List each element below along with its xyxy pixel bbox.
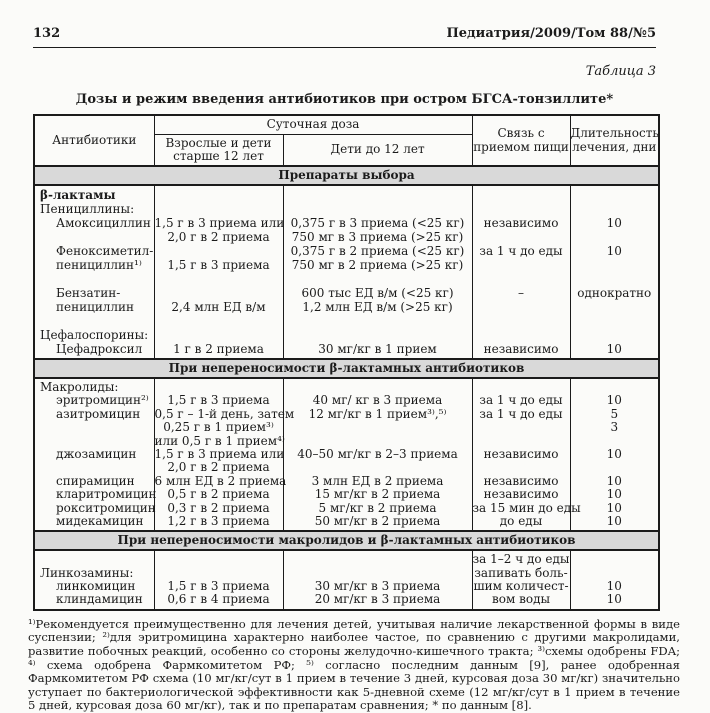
table-line-text: 3	[610, 420, 619, 435]
table-line-text: 40 мг/ кг в 3 приема	[312, 393, 443, 408]
column-header-antibiotics: Антибиотики	[34, 115, 154, 166]
table-line-text: 1 г в 2 приема	[173, 342, 264, 356]
table-header-row-1	[34, 115, 659, 135]
footnotes: ¹⁾Рекомендуется преимущественно для лечения детей, учитывая наличие лекарственной формы в виде суспензии; ²⁾для эритромицина характерно наиболее частое, по сравнению с другими макролидами, развитие побочных реакций, особенно со стороны желудочно-кишечного тракта; ³⁾схемы одобрены FDA; ⁴⁾ схема одобрена Фармкомитетом РФ; ⁵⁾ согласно последним данным [9], ранее одобренная Фармкомитетом РФ схема (10 мг/кг/сут в 1 прием в течение 3 дней, курсовая доза 30 мг/кг) значительно уступает по бактериологической эффективности как 5-дневной схеме (12 мг/кг/сут в 1 прием в течение 5 дней, курсовая доза 60 мг/кг), так и по препаратам сравнения; * по данным [8].	[28, 616, 680, 713]
table-line-text: 10	[606, 446, 622, 461]
table-line-text: запивать боль-	[474, 565, 568, 580]
table-line-text: 10	[606, 216, 622, 230]
table-line-text: за 15 мин до еды	[472, 500, 581, 515]
table-line-text	[571, 230, 659, 244]
running-head	[33, 26, 656, 48]
table-line-text: Бензатин-	[56, 286, 121, 300]
table-line-text: за 1 ч до еды	[479, 406, 563, 421]
table-line-text: 0,3 г в 2 приема	[167, 500, 270, 515]
table-line-text: эритромицин²⁾	[56, 393, 149, 408]
antibiotics-table	[33, 114, 660, 611]
table-line-text: джозамицин	[56, 446, 137, 461]
table-line-text: за 1 ч до еды	[479, 393, 563, 408]
table-line-text	[473, 381, 570, 394]
column-antibiotics	[34, 185, 154, 359]
table-line-text	[571, 461, 659, 474]
table-line-text	[155, 272, 283, 286]
table-line-text: 10	[606, 513, 622, 528]
section-header-row	[34, 531, 659, 550]
table-line-text	[284, 461, 472, 474]
table-line-text	[571, 435, 659, 448]
table-line-text: 750 мг в 2 приема (>25 кг)	[291, 258, 464, 272]
table-line-text: 0,6 г в 4 приема	[167, 592, 270, 607]
column-duration	[570, 378, 659, 531]
table-line-text	[35, 272, 154, 286]
table-line-text: пенициллин¹⁾	[56, 258, 142, 272]
table-line-text	[155, 188, 283, 202]
table-line-text: 600 тыс ЕД в/м (<25 кг)	[301, 286, 454, 300]
table-line-text: 10	[606, 473, 622, 488]
table-line-text: Амоксициллин	[56, 216, 151, 230]
table-line-text	[284, 272, 472, 286]
table-line-text	[155, 314, 283, 328]
column-dose-adults	[154, 550, 283, 610]
column-duration	[570, 550, 659, 610]
table-line-text: β-лактамы	[40, 188, 116, 202]
table-line-text: 10	[606, 592, 622, 607]
table-line-text: шим количест-	[473, 579, 569, 594]
table-line-text	[473, 202, 570, 216]
table-line-text	[571, 272, 659, 286]
table-line-text	[473, 188, 570, 202]
table-line-text: 0,5 г в 2 приема	[167, 487, 270, 502]
table-line-text: 0,375 г в 3 приема (<25 кг)	[290, 216, 465, 230]
table-line-text: 0,375 г в 2 приема (<25 кг)	[290, 244, 465, 258]
table-line-text: 1,5 г в 3 приема или	[154, 216, 285, 230]
column-dose-children	[283, 185, 472, 359]
table-line-text: Пенициллины:	[40, 202, 135, 216]
table-line-text	[571, 553, 659, 566]
table-line-text: 750 мг в 3 приема (>25 кг)	[291, 230, 464, 244]
column-dose-children	[283, 378, 472, 531]
section-header-drugs-of-choice: Препараты выбора	[34, 166, 659, 185]
table-line-text	[473, 272, 570, 286]
table-line-text	[35, 314, 154, 328]
table-line-text: 2,4 млн ЕД в/м	[171, 300, 266, 314]
table-line-text: 2,0 г в 2 приема	[167, 230, 270, 244]
table-line-text	[284, 188, 472, 202]
column-header-food: Связь с приемом пищи	[472, 115, 570, 166]
table-line-text	[35, 461, 154, 474]
table-line-text: мидекамицин	[56, 513, 144, 528]
table-line-text	[571, 202, 659, 216]
table-line-text	[35, 421, 154, 434]
table-line-text	[284, 421, 472, 434]
column-dose-adults	[154, 378, 295, 531]
table-line-text: независимо	[483, 473, 559, 488]
column-food-relation	[472, 550, 570, 610]
table-line-text: Цефалоспорины:	[40, 328, 149, 342]
page-number: 132	[33, 26, 61, 41]
table-line-text: 12 мг/кг в 1 прием³⁾,⁵⁾	[308, 406, 447, 421]
table-line-text: 30 мг/кг в 3 приема	[314, 579, 441, 594]
table-line-text: 10	[606, 342, 622, 356]
table-line-text	[284, 567, 472, 580]
table-line-text: спирамицин	[56, 473, 135, 488]
table-line-text	[155, 244, 283, 258]
table-line-text: вом воды	[491, 592, 551, 607]
table-line-text: 1,5 г в 3 приема	[167, 393, 270, 408]
table-line-text: линкомицин	[56, 579, 136, 594]
table-line-text: азитромицин	[56, 406, 141, 421]
table-line-text	[155, 567, 283, 580]
table-line-text: до еды	[499, 513, 543, 528]
column-header-duration: Длительность лечения, дни	[570, 115, 659, 166]
table-line-text: 5	[610, 406, 619, 421]
section-body-macrolides	[34, 378, 659, 531]
table-line-text: 10	[606, 487, 622, 502]
section-body-lincosamides	[34, 550, 659, 610]
table-line-text: независимо	[483, 446, 559, 461]
table-line-text: 1,5 г в 3 приема	[167, 579, 270, 594]
table-line-text: 10	[606, 500, 622, 515]
table-line-text: Линкозамины:	[40, 565, 134, 580]
section-header-row	[34, 359, 659, 378]
table-line-text	[473, 300, 570, 314]
table-caption: Таблица 3	[585, 64, 656, 79]
table-line-text: пенициллин	[56, 300, 135, 314]
column-header-adults: Взрослые и дети старше 12 лет	[154, 135, 283, 167]
table-line-text	[35, 553, 154, 566]
table-line-text: или 0,5 г в 1 прием⁴⁾	[154, 433, 285, 448]
table-line-text: Феноксиметил-	[56, 244, 154, 258]
table-line-text	[155, 553, 283, 566]
table-line-text: независимо	[483, 487, 559, 502]
column-food-relation	[472, 185, 570, 359]
table-line-text	[35, 435, 154, 448]
table-line-text: кларитромицин	[56, 487, 157, 502]
table-line-text	[473, 258, 570, 272]
table-line-text: за 1–2 ч до еды	[472, 552, 570, 567]
table-line-text: независимо	[483, 216, 559, 230]
table-line-text	[284, 328, 472, 342]
table-line-text	[284, 553, 472, 566]
table-line-text: 10	[606, 393, 622, 408]
table-line-text	[571, 381, 659, 394]
table-line-text: 10	[606, 244, 622, 258]
table-line-text	[473, 230, 570, 244]
column-header-daily-dose: Суточная доза	[154, 115, 472, 135]
table-line-text: Макролиды:	[40, 380, 119, 394]
table-line-text: 1,5 г в 3 приема	[167, 258, 270, 272]
section-body-drugs-of-choice	[34, 185, 659, 359]
column-antibiotics	[34, 378, 157, 531]
table-line-text: Цефадроксил	[56, 342, 143, 356]
table-line-text: 6 млн ЕД в 2 приема	[154, 473, 287, 488]
column-header-children: Дети до 12 лет	[283, 135, 472, 167]
table-line-text	[571, 300, 659, 314]
table-line-text: клиндамицин	[56, 592, 143, 607]
table-line-text: 3 млн ЕД в 2 приема	[311, 473, 444, 488]
section-header-macrolide-intolerance: При непереносимости макролидов и β-лактамных антибиотиков	[34, 531, 659, 550]
table-line-text: 15 мг/кг в 2 приема	[314, 487, 441, 502]
section-header-beta-lactam-intolerance: При непереносимости β-лактамных антибиотиков	[34, 359, 659, 378]
table-line-text: 20 мг/кг в 3 приема	[314, 592, 441, 607]
table-line-text	[284, 435, 472, 448]
table-line-text: 2,0 г в 2 приема	[167, 460, 270, 475]
table-line-text	[473, 421, 570, 434]
table-line-text	[473, 314, 570, 328]
table-line-text: независимо	[483, 342, 559, 356]
table-title: Дозы и режим введения антибиотиков при остром БГСА-тонзиллите*	[75, 92, 614, 107]
table-line-text	[571, 328, 659, 342]
table-line-text	[155, 202, 283, 216]
table-line-text	[473, 328, 570, 342]
column-dose-children	[283, 550, 472, 610]
table-line-text	[284, 202, 472, 216]
table-line-text	[284, 381, 472, 394]
table-line-text	[571, 188, 659, 202]
column-duration	[570, 185, 659, 359]
table-line-text	[473, 435, 570, 448]
table-line-text: за 1 ч до еды	[479, 244, 563, 258]
table-line-text: 1,2 г в 3 приема	[167, 513, 270, 528]
table-line-text: 0,5 г – 1-й день, затем	[154, 406, 295, 421]
table-line-text	[155, 286, 283, 300]
column-food-relation	[472, 378, 581, 531]
table-line-text: 0,25 г в 1 прием³⁾	[163, 420, 274, 435]
table-line-text: однократно	[577, 286, 652, 300]
table-line-text: 1,2 млн ЕД в/м (>25 кг)	[302, 300, 453, 314]
table-line-text: 10	[606, 579, 622, 594]
table-line-text: 50 мг/кг в 2 приема	[314, 513, 441, 528]
table-line-text	[473, 461, 570, 474]
table-line-text	[35, 230, 154, 244]
table-line-text: рокситромицин	[56, 500, 156, 515]
table-line-text: 40–50 мг/кг в 2–3 приема	[297, 446, 458, 461]
table-line-text	[155, 328, 283, 342]
column-antibiotics	[34, 550, 154, 610]
journal-title: Педиатрия/2009/Том 88/№5	[446, 26, 656, 41]
table-line-text: 30 мг/кг в 1 прием	[318, 342, 437, 356]
table-line-text: –	[518, 286, 525, 300]
table-line-text	[571, 314, 659, 328]
column-dose-adults	[154, 185, 283, 359]
table-line-text	[284, 314, 472, 328]
table-line-text	[155, 381, 283, 394]
table-line-text	[571, 258, 659, 272]
table-line-text: 1,5 г в 3 приема или	[154, 446, 285, 461]
section-header-row	[34, 166, 659, 185]
table-line-text	[571, 567, 659, 580]
table-line-text: 5 мг/кг в 2 приема	[318, 500, 437, 515]
